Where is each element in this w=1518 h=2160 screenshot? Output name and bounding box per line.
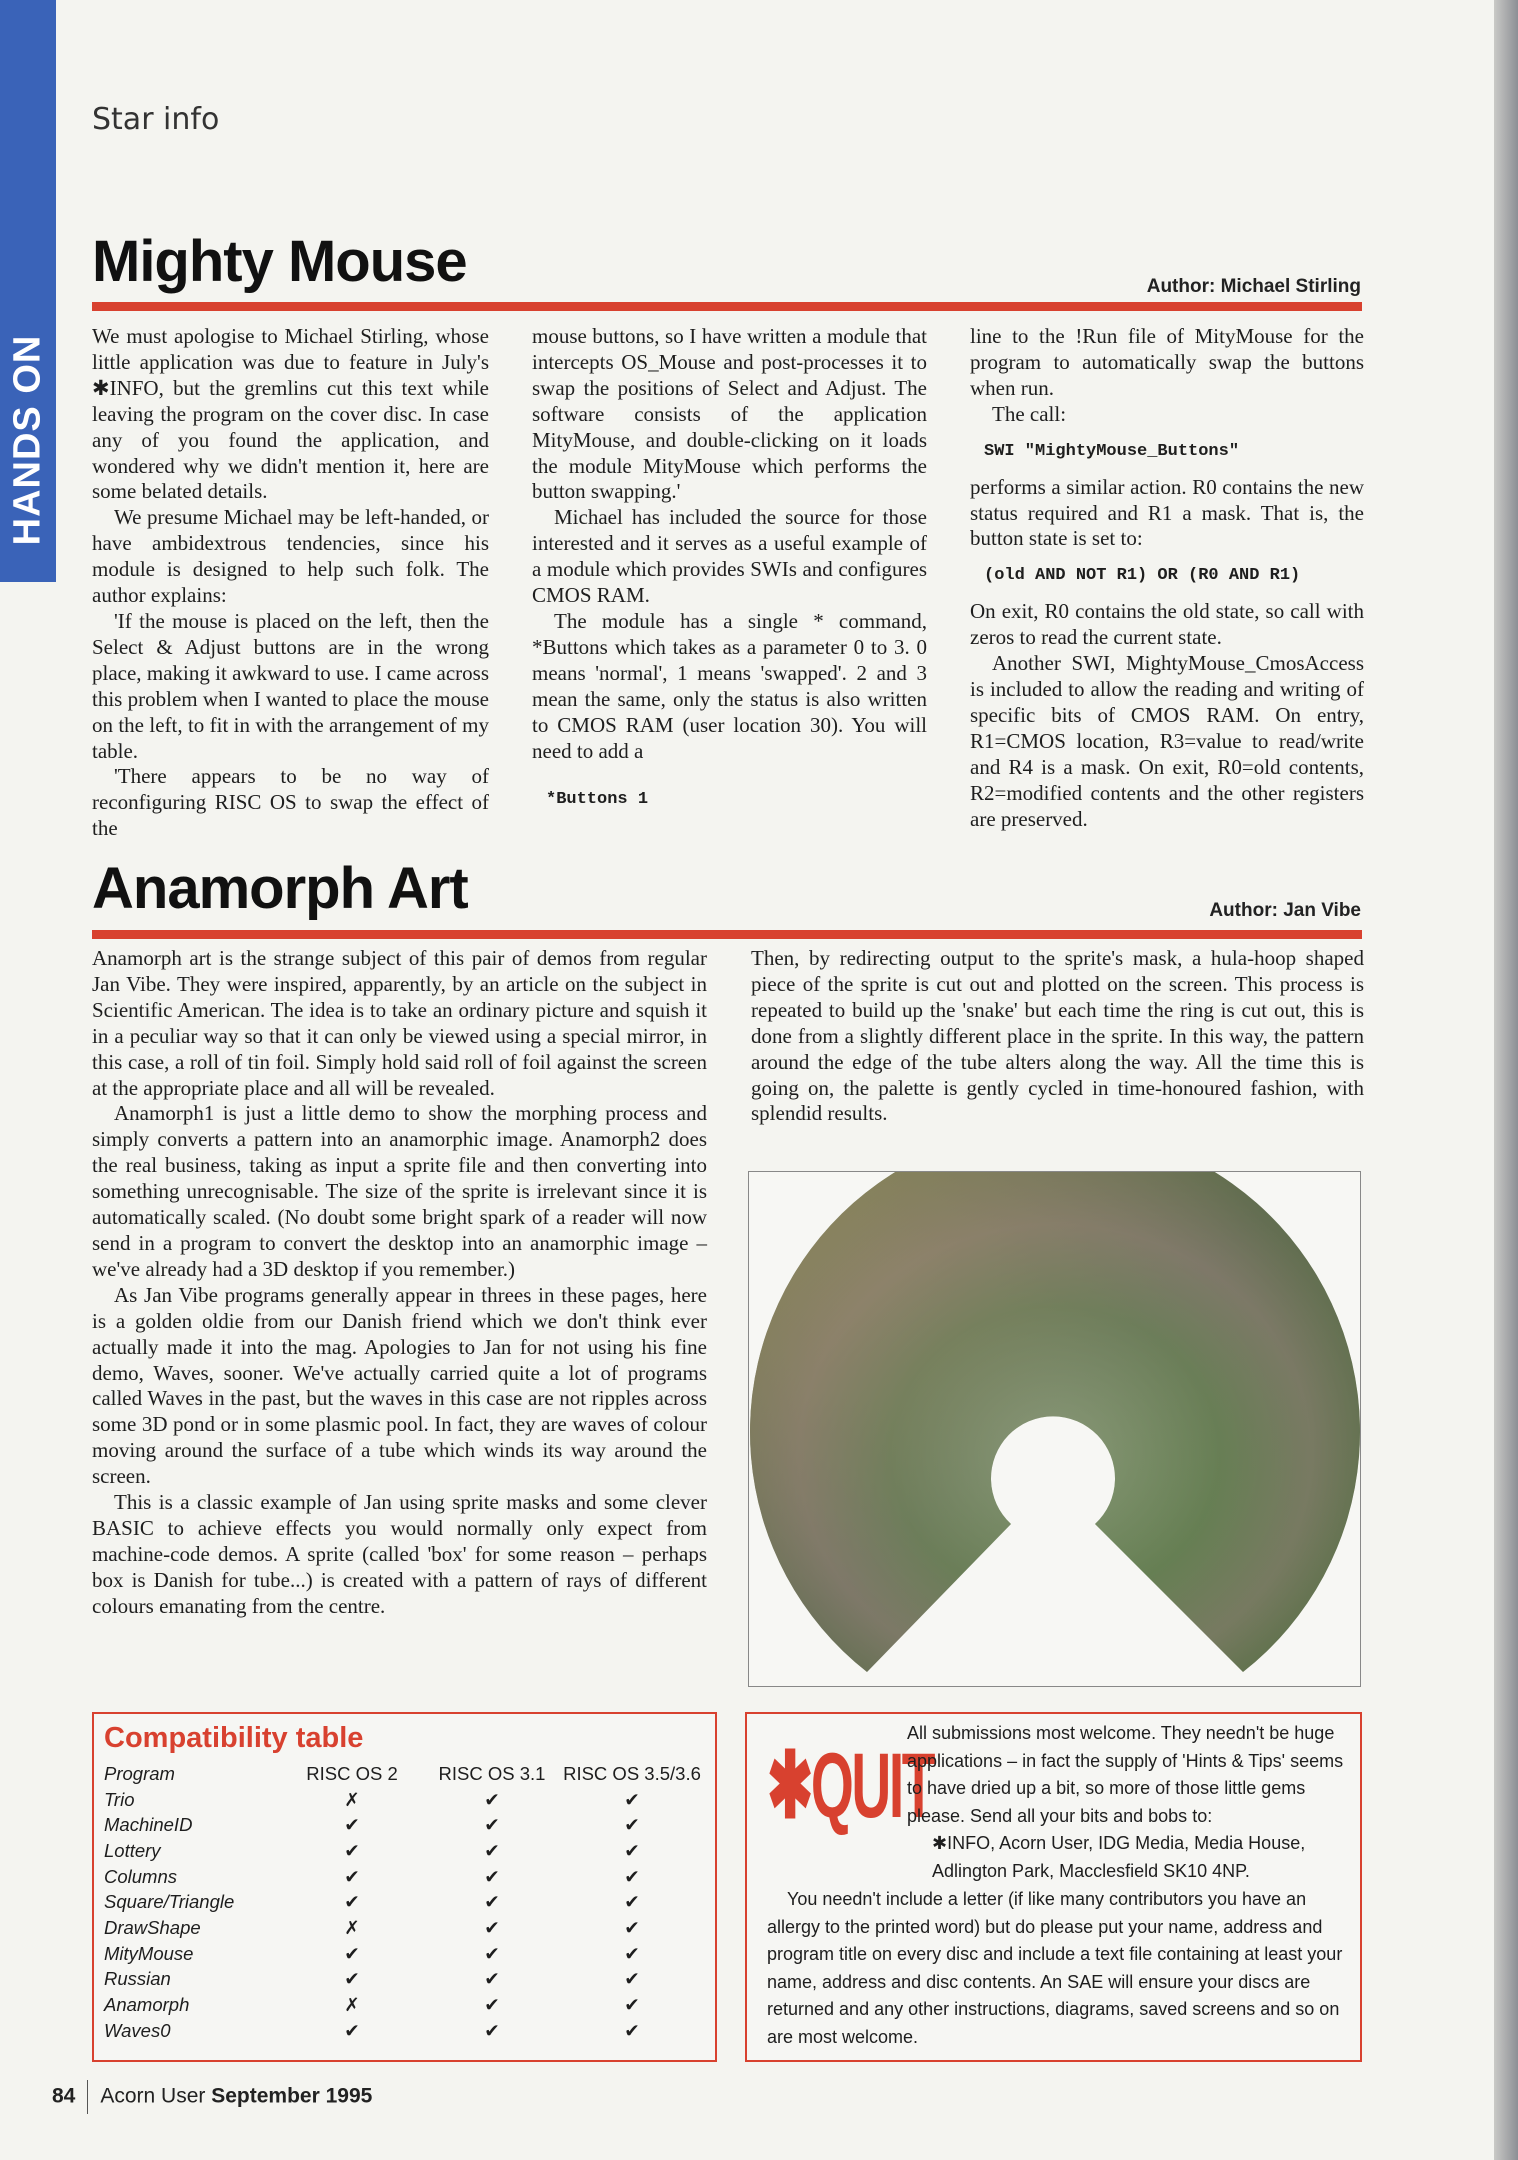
paragraph: We must apologise to Michael Stirling, whose little application was due to feature in July's ✱INFO, but the gremlins cut this text while leaving the program on the cover disc. In case any of you found the application, and wondered why we didn't mention it, here are some belated details. xyxy=(92,324,489,504)
compat-mark: ✔ xyxy=(624,1916,640,1938)
hands-on-label: HANDS ON xyxy=(6,334,49,546)
compat-mark: ✔ xyxy=(484,1968,500,1990)
compat-mark: ✔ xyxy=(624,1994,640,2016)
table-header xyxy=(104,1761,702,1787)
compat-mark: ✔ xyxy=(344,1814,360,1836)
quit-box xyxy=(745,1712,1362,2062)
compat-mark: ✔ xyxy=(344,1968,360,1990)
table-row xyxy=(104,1941,702,1967)
compat-mark: ✗ xyxy=(344,1916,360,1938)
article1-col2 xyxy=(532,324,927,823)
paragraph: 'There appears to be no way of reconfiguring RISC OS to swap the effect of the xyxy=(92,764,489,841)
article2-title: Anamorph Art xyxy=(92,856,468,921)
paragraph: 'If the mouse is placed on the left, then the Select & Adjust buttons are in the wrong place, making it awkward to use. I came across this problem when I wanted to place the mouse on the left, to fit in with the arrangement of my table. xyxy=(92,608,489,763)
compat-mark: ✔ xyxy=(344,1942,360,1964)
compat-mark: ✔ xyxy=(624,1814,640,1836)
paragraph: Michael has included the source for those interested and it serves as a useful example of a module which provides SWIs and configures CMOS RAM. xyxy=(532,505,927,608)
article1-title: Mighty Mouse xyxy=(92,229,467,294)
paragraph: Another SWI, MightyMouse_CmosAccess is included to allow the reading and writing of specific bits of CMOS RAM. On entry, R1=CMOS location, R3=value to read/write and R4 is a mask. On exit, R0=old contents, R2=modified contents and the other registers are preserved. xyxy=(970,651,1364,831)
compat-mark: ✔ xyxy=(484,1788,500,1810)
program-name: Columns xyxy=(104,1865,177,1887)
quit-address-1: ✱INFO, Acorn User, IDG Media, Media House, xyxy=(932,1833,1306,1853)
compat-mark: ✔ xyxy=(344,1891,360,1913)
program-name: Waves0 xyxy=(104,2019,171,2041)
quit-body: You needn't include a letter (if like many contributors you have an allergy to the printed word) but do please put your name, address and program title on every disc and include a text file containing at least your name, address and disc contents. An SAE will ensure your discs are returned and any other instructions, diagrams, saved screens and so on are most welcome. xyxy=(767,1889,1343,2047)
header-cell: RISC OS 3.5/3.6 xyxy=(563,1762,701,1784)
compat-mark: ✔ xyxy=(624,2019,640,2041)
paragraph: Anamorph art is the strange subject of this pair of demos from regular Jan Vibe. They were inspired, apparently, by an article on the subject in Scientific American. The idea is to take an ordinary picture and squish it in a peculiar way so that it can only be viewed using a special mirror, in this case, a roll of tin foil. Simply hold said roll of foil against the screen at the appropriate place and all will be revealed. xyxy=(92,946,707,1100)
header-cell: RISC OS 3.1 xyxy=(438,1762,546,1784)
compat-title: Compatibility table xyxy=(104,1722,364,1754)
code-line: *Buttons 1 xyxy=(546,790,649,810)
paragraph: line to the !Run file of MityMouse for the program to automatically swap the buttons when run. xyxy=(970,324,1364,400)
section-label: Star info xyxy=(92,102,220,137)
paragraph: We presume Michael may be left-handed, or have ambidextrous tendencies, since his module is designed to help such folk. The author explains: xyxy=(92,505,489,608)
article2-col2 xyxy=(751,946,1364,1127)
magazine-name: Acorn User xyxy=(100,2084,206,2108)
compat-mark: ✔ xyxy=(344,1839,360,1861)
compat-mark: ✔ xyxy=(484,1994,500,2016)
table-row xyxy=(104,1915,702,1941)
code-line: SWI "MightyMouse_Buttons" xyxy=(984,441,1240,461)
page-edge xyxy=(1494,0,1518,2160)
paragraph: Anamorph1 is just a little demo to show the morphing process and simply converts a pattern into an anamorphic image. Anamorph2 does the real business, taking as input a sprite file and then converting into something unrecognisable. The size of the sprite is irrelevant since it is automatically scaled. (No doubt some bright spark of a reader will now send in a program to convert the desktop into an anamorphic image – we've already had a 3D desktop if you remember.) xyxy=(92,1101,707,1281)
table-row xyxy=(104,1838,702,1864)
compat-mark: ✔ xyxy=(484,1865,500,1887)
compat-mark: ✔ xyxy=(484,2019,500,2041)
program-name: MityMouse xyxy=(104,1942,194,1964)
compatibility-table xyxy=(92,1712,717,2062)
compat-mark: ✔ xyxy=(624,1865,640,1887)
compat-mark: ✔ xyxy=(624,1968,640,1990)
table-row xyxy=(104,1812,702,1838)
compat-mark: ✗ xyxy=(344,1994,360,2016)
table-row xyxy=(104,1967,702,1993)
paragraph: The module has a single * command, *Buttons which takes as a parameter 0 to 3. 0 means 'normal', 1 means 'swapped'. 2 and 3 mean the same, only the status is also written to CMOS RAM (user location 30). You will need to add a xyxy=(532,608,927,763)
compat-mark: ✔ xyxy=(484,1891,500,1913)
compat-mark: ✔ xyxy=(624,1839,640,1861)
quit-logo: ✱QUIT xyxy=(767,1735,934,1837)
compat-mark: ✔ xyxy=(624,1891,640,1913)
header-cell: Program xyxy=(104,1762,175,1784)
anamorph-image xyxy=(748,1171,1361,1687)
title-rule xyxy=(92,302,1362,311)
table-row xyxy=(104,1787,702,1813)
article1-col3 xyxy=(970,324,1364,833)
program-name: MachineID xyxy=(104,1814,193,1836)
page-footer xyxy=(52,2080,372,2114)
paragraph: On exit, R0 contains the old state, so call with zeros to read the current state. xyxy=(970,599,1364,650)
article2-col1 xyxy=(92,946,707,1620)
paragraph: As Jan Vibe programs generally appear in threes in these pages, here is a golden oldie from our Danish friend which we don't think ever actually made it into the mag. Apologies to Jan for not using his fine demo, Waves, sooner. We've actually carried quite a lot of programs called Waves in the past, but the waves in this case are not ripples across some 3D pond or in some plasmic pool. In fact, they are waves of colour moving around the surface of a tube which winds its way around the screen. xyxy=(92,1282,707,1489)
compat-mark: ✔ xyxy=(344,1865,360,1887)
issue-date: September 1995 xyxy=(211,2084,373,2108)
article1-col1 xyxy=(92,324,489,842)
program-name: Lottery xyxy=(104,1839,161,1861)
table-row xyxy=(104,2018,702,2044)
program-name: Anamorph xyxy=(104,1994,190,2016)
compat-mark: ✗ xyxy=(344,1788,360,1810)
compat-mark: ✔ xyxy=(344,2019,360,2041)
compat-mark: ✔ xyxy=(484,1916,500,1938)
program-name: DrawShape xyxy=(104,1916,201,1938)
paragraph: The call: xyxy=(992,401,1067,426)
compat-mark: ✔ xyxy=(484,1814,500,1836)
compat-mark: ✔ xyxy=(484,1839,500,1861)
hands-on-band xyxy=(0,0,56,582)
paragraph: This is a classic example of Jan using sprite masks and some clever BASIC to achieve effects you would normally only expect from machine-code demos. A sprite (called 'box' for some reason – perhaps box is Danish for tube...) is created with a pattern of rays of different colours emanating from the centre. xyxy=(92,1490,707,1618)
compat-mark: ✔ xyxy=(484,1942,500,1964)
header-cell: RISC OS 2 xyxy=(306,1762,398,1784)
article2-author: Author: Jan Vibe xyxy=(1209,900,1361,921)
paragraph: performs a similar action. R0 contains the new status required and R1 a mask. That is, the button state is set to: xyxy=(970,474,1364,551)
compat-mark: ✔ xyxy=(624,1942,640,1964)
program-name: Russian xyxy=(104,1968,171,1990)
table-row xyxy=(104,1864,702,1890)
compat-mark: ✔ xyxy=(624,1788,640,1810)
paragraph: mouse buttons, so I have written a module that intercepts OS_Mouse and post-processes it to swap the positions of Select and Adjust. The software consists of the application MityMouse, and double-clicking on it loads the module MityMouse which performs the button swapping.' xyxy=(532,324,927,504)
quit-address-2: Adlington Park, Macclesfield SK10 4NP. xyxy=(932,1861,1250,1881)
code-line: (old AND NOT R1) OR (R0 AND R1) xyxy=(984,566,1301,586)
program-name: Trio xyxy=(104,1788,135,1810)
title-rule xyxy=(92,930,1362,939)
page-number: 84 xyxy=(52,2084,76,2108)
quit-intro: All submissions most welcome. They needn't be huge applications – in fact the supply of 'Hints & Tips' seems to have dried up a bit, so more of those little gems please. Send all your bits and bobs to: xyxy=(907,1723,1344,1826)
article1-author: Author: Michael Stirling xyxy=(1146,276,1361,297)
program-name: Square/Triangle xyxy=(104,1891,235,1913)
table-row xyxy=(104,1889,702,1915)
table-row xyxy=(104,1992,702,2018)
paragraph: Then, by redirecting output to the sprite's mask, a hula-hoop shaped piece of the sprite is cut out and plotted on the screen. This process is repeated to build up the 'snake' but each time the ring is cut out, this is done from a slightly different place in the sprite. In this way, the pattern around the edge of the tube alters along the way. All the time this is going on, the palette is gently cycled in time-honoured fashion, with splendid results. xyxy=(751,946,1364,1126)
